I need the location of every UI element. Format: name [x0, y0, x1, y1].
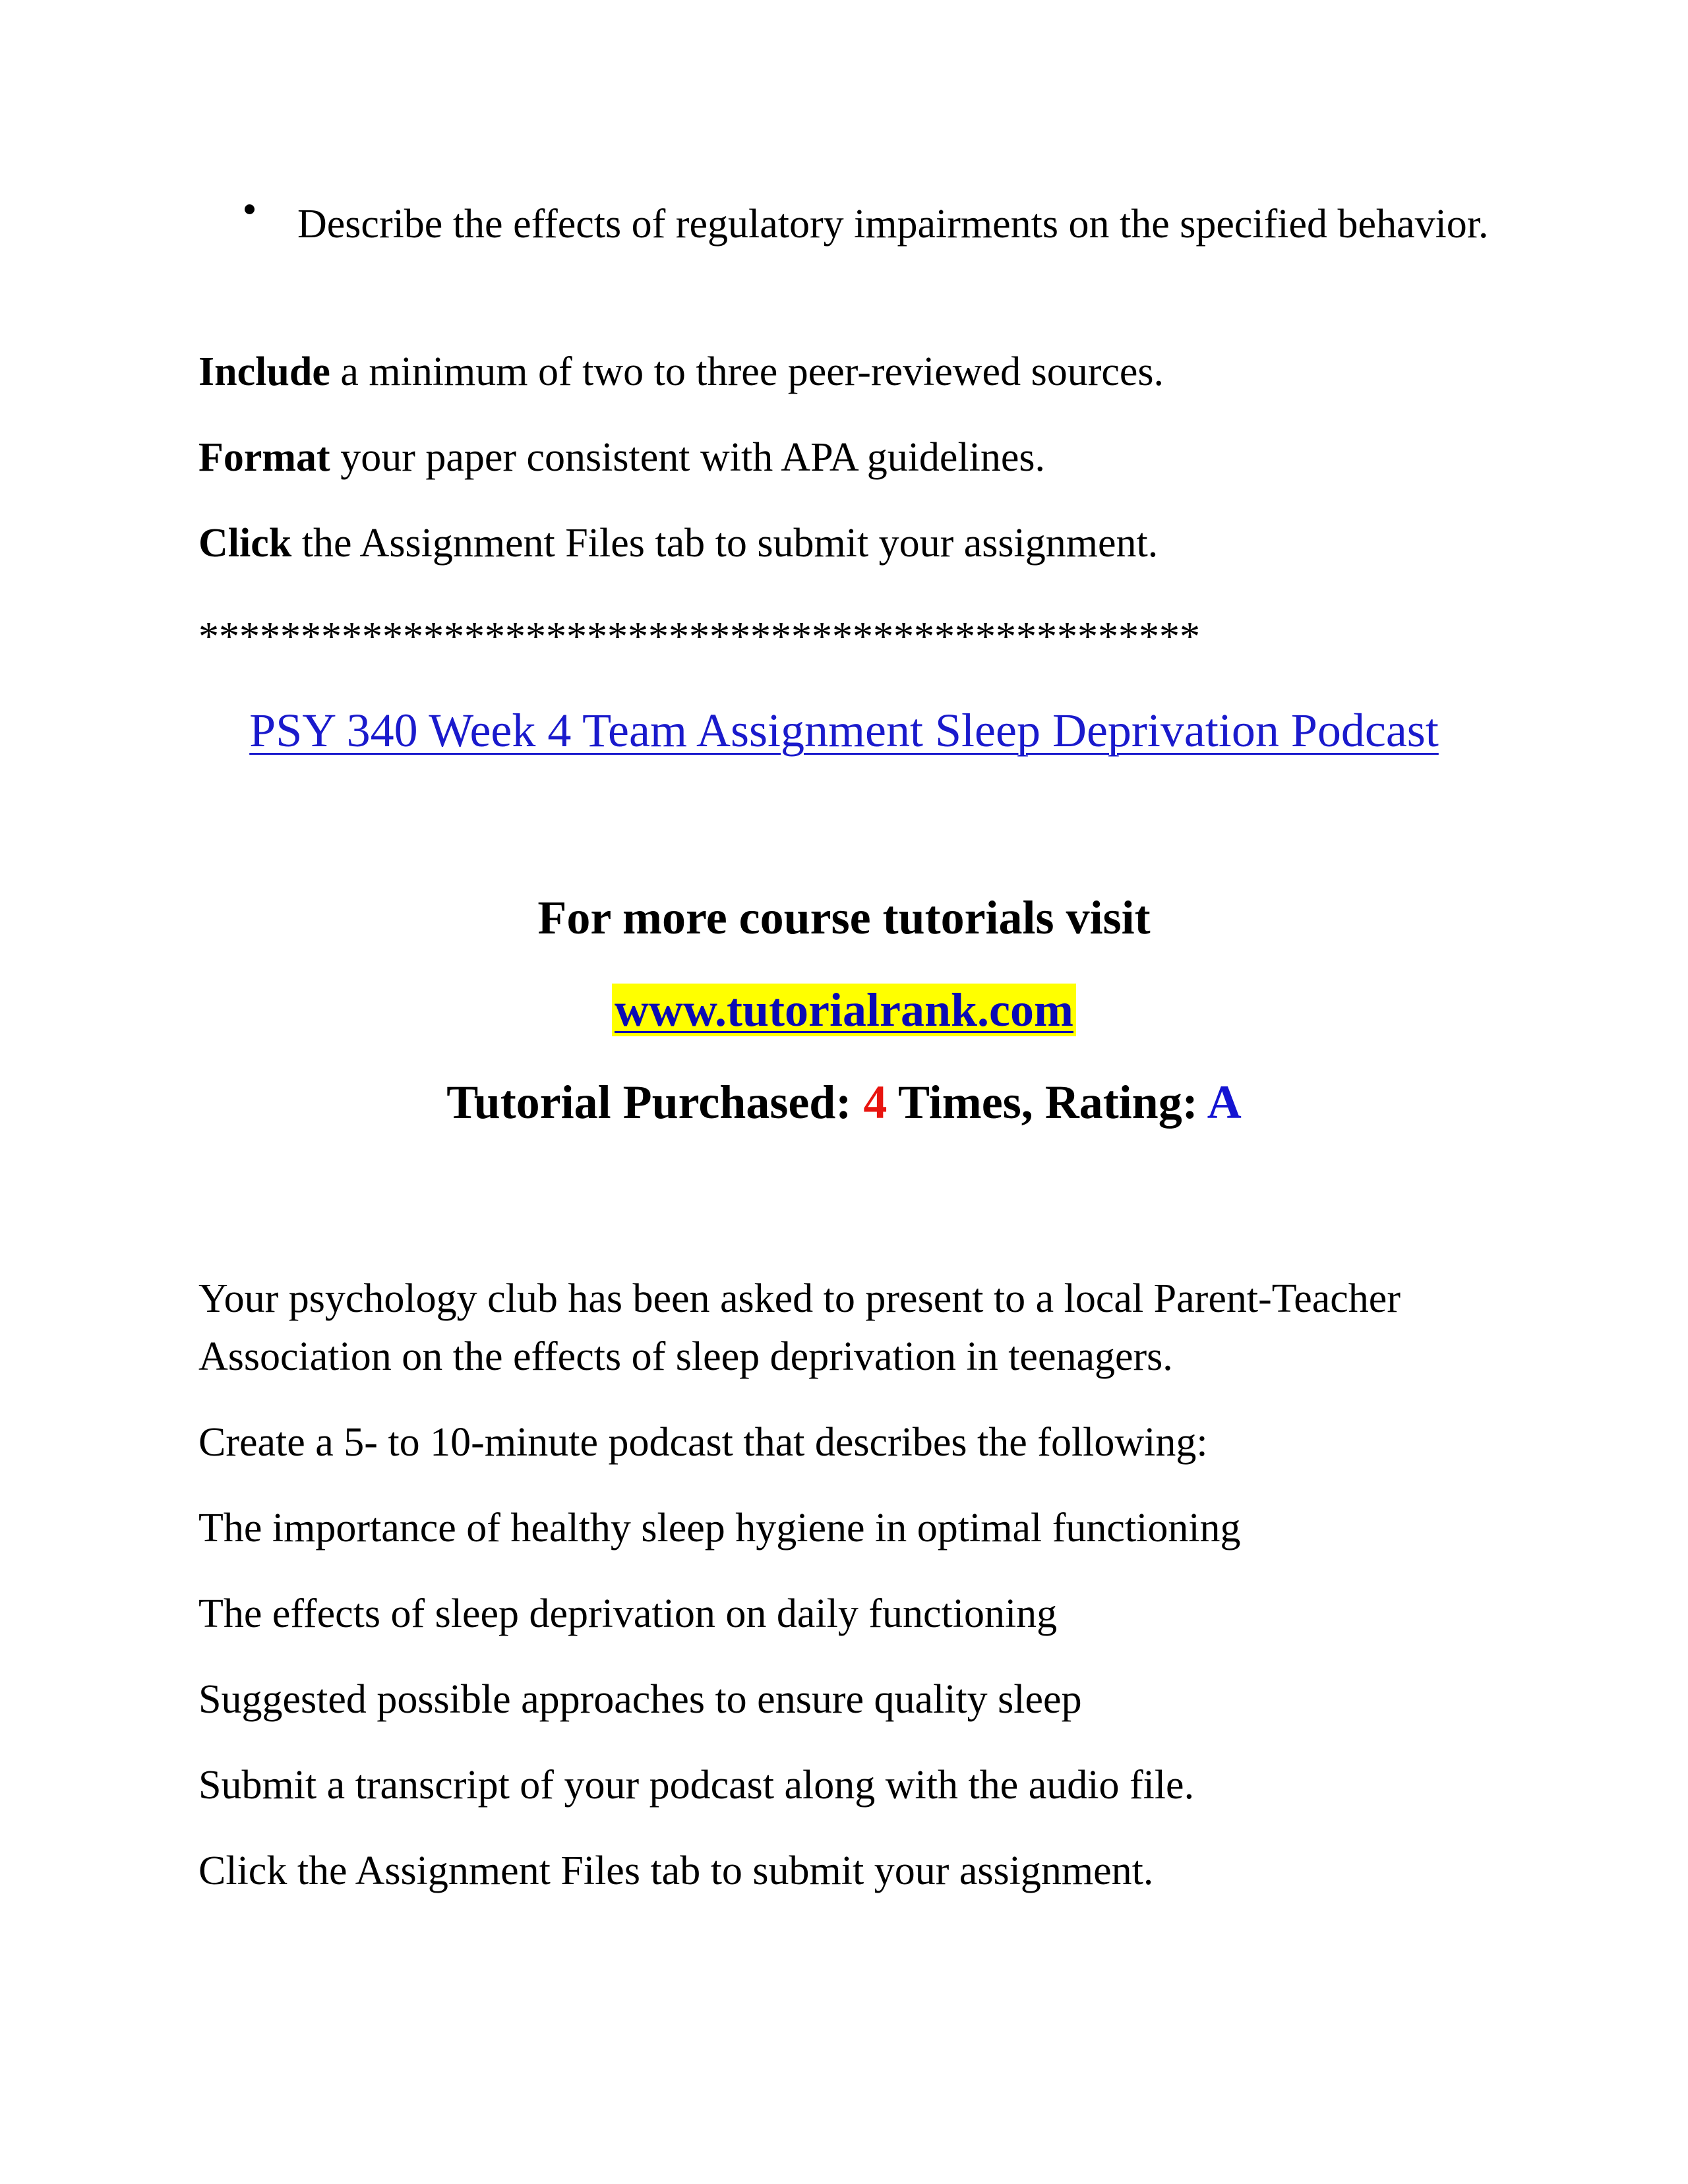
promo-site-link[interactable]: www.tutorialrank.com — [612, 984, 1076, 1036]
bullet-item: Describe the effects of regulatory impairments on the specified behavior. — [297, 202, 1489, 247]
body-line: Submit a transcript of your podcast along with the audio file. — [198, 1763, 1195, 1808]
body-line: Suggested possible approaches to ensure quality sleep — [198, 1677, 1082, 1722]
body-line: Click the Assignment Files tab to submit your assignment. — [198, 1848, 1154, 1893]
instruction-click — [198, 514, 1158, 572]
promo-purchased-line — [0, 1069, 1688, 1135]
purchased-middle: Times, Rating: — [887, 1076, 1207, 1129]
purchased-count: 4 — [863, 1076, 888, 1129]
promo-site-line — [0, 977, 1688, 1043]
instruction-include-bold: Include — [198, 349, 330, 394]
instruction-format — [198, 428, 1045, 487]
instruction-click-text: the Assignment Files tab to submit your assignment. — [291, 521, 1159, 566]
promo-heading: For more course tutorials visit — [537, 891, 1151, 944]
body-line: The effects of sleep deprivation on daily functioning — [198, 1591, 1058, 1636]
rating-value: A — [1207, 1076, 1242, 1129]
instruction-click-bold: Click — [198, 521, 292, 566]
intro-paragraph: Your psychology club has been asked to present to a local Parent-Teacher Association on the effects of sleep deprivation in teenagers. — [198, 1276, 1401, 1379]
body-line: The importance of healthy sleep hygiene in optimal functioning — [198, 1506, 1241, 1550]
instruction-format-bold: Format — [198, 435, 330, 480]
instruction-format-text: your paper consistent with APA guidelines. — [330, 435, 1046, 480]
separator: ************************************************* — [198, 614, 1200, 659]
next-assignment-link[interactable]: PSY 340 Week 4 Team Assignment Sleep Deprivation Podcast — [249, 704, 1439, 757]
purchased-prefix: Tutorial Purchased: — [446, 1076, 864, 1129]
instruction-include — [198, 343, 1164, 401]
body-line: Create a 5- to 10-minute podcast that describes the following: — [198, 1420, 1208, 1465]
bullet-dot-icon — [245, 204, 255, 214]
instruction-include-text: a minimum of two to three peer-reviewed sources. — [330, 349, 1164, 394]
